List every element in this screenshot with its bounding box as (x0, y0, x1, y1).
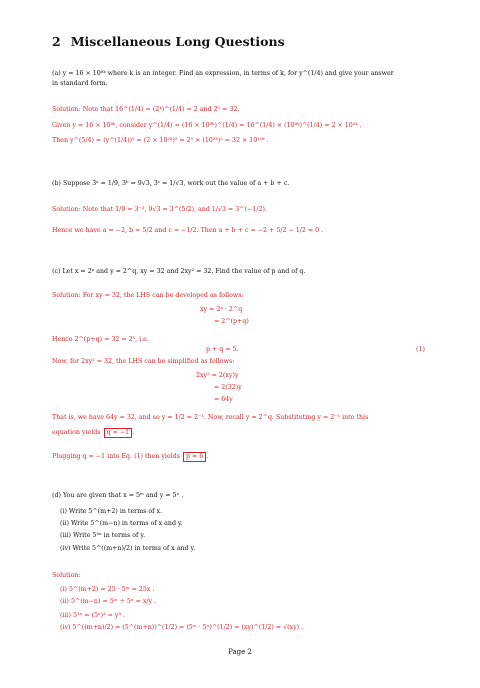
solution-c-eq3: p + q = 5. (206, 346, 239, 353)
solution-c-line6 (52, 452, 208, 462)
solution-c-eq4: 2xy² = 2(xy)y (196, 372, 239, 379)
solution-c-line1: Solution: For xy = 32, the LHS can be developed as follows: (52, 292, 244, 299)
solution-d-ii: (ii) 5^(m−n) = 5ᵐ ÷ 5ⁿ = x/y . (60, 598, 157, 605)
solution-c-line5-end: . (132, 429, 135, 436)
solution-c-line2: Hence 2^(p+q) = 32 = 2⁵, i.e. (52, 336, 149, 343)
solution-c-line6-end: . (206, 453, 209, 460)
question-a-line2: in standard form. (52, 80, 108, 87)
equation-number: (1) (416, 346, 425, 353)
solution-a-line1: Solution: Note that 16^(1/4) = (2⁴)^(1/4) = 2 and 2⁵ = 32. (52, 106, 240, 113)
solution-a-line2: Given y = 16 × 10⁸ᵏ, consider y^(1/4) = (16 × 10⁸ᵏ)^(1/4) = 16^(1/4) × (10⁸ᵏ)^(1/4) = 2 × 10²ᵏ . (52, 122, 362, 129)
answer-q-box: q = −1 (104, 428, 133, 438)
answer-p-box: p = 6 (183, 452, 206, 462)
solution-a-line3: Then y^(5/4) = (y^(1/4))⁵ = (2 × 10²ᵏ)⁵ = 2⁵ × (10²ᵏ)⁵ = 32 × 10¹⁰ᵏ . (52, 137, 269, 144)
solution-c-eq6: = 64y (214, 396, 233, 403)
question-c-line1: (c) Let x = 2ᵖ and y = 2^q, xy = 32 and 2xy² = 32. Find the value of p and of q. (52, 268, 306, 275)
section-heading (52, 34, 285, 49)
solution-c-line5-text: equation yields (52, 429, 101, 436)
solution-d-iii: (iii) 5³ⁿ = (5ⁿ)³ = y³ . (60, 612, 126, 619)
question-d-i: (i) Write 5^(m+2) in terms of x. (60, 508, 163, 515)
solution-c-line3: Now, for 2xy² = 32, the LHS can be simplified as follows: (52, 358, 235, 365)
solution-c-line6-text: Plugging q = −1 into Eq. (1) then yields (52, 453, 180, 460)
solution-d-heading: Solution: (52, 572, 81, 579)
question-b-line1: (b) Suppose 3ᵃ = 1/9, 3ᵇ = 9√3, 3ᶜ = 1/√3, work out the value of a + b + c. (52, 180, 290, 187)
section-title: Miscellaneous Long Questions (70, 34, 285, 49)
solution-c-eq5: = 2(32)y (214, 384, 242, 391)
section-number: 2 (52, 34, 61, 49)
solution-c-eq2: = 2^(p+q) (214, 318, 249, 325)
question-d-iii: (iii) Write 5³ⁿ in terms of y. (60, 532, 146, 539)
question-d-line1: (d) You are given that x = 5ᵐ and y = 5ⁿ . (52, 492, 184, 499)
question-d-ii: (ii) Write 5^(m−n) in terms of x and y. (60, 520, 183, 527)
solution-c-eq1: xy = 2ᵖ · 2^q (200, 306, 243, 313)
page-number: Page 2 (228, 648, 252, 656)
question-d-iv: (iv) Write 5^((m+n)/2) in terms of x and y. (60, 545, 196, 552)
question-a-line1: (a) y = 16 × 10⁸ᵏ where k is an integer. Find an expression, in terms of k, for y^(1/4) and give your answer (52, 70, 394, 77)
solution-b-line2: Hence we have a = −2, b = 5/2 and c = −1/2. Then a + b + c = −2 + 5/2 − 1/2 = 0 . (52, 227, 324, 234)
solution-d-iv: (iv) 5^((m+n)/2) = (5^(m+n))^(1/2) = (5ᵐ · 5ⁿ)^(1/2) = (xy)^(1/2) = √(xy) . (60, 624, 304, 631)
solution-c-line4: That is, we have 64y = 32, and so y = 1/2 = 2⁻¹. Now, recall y = 2^q. Substituting y = 2⁻¹ into this (52, 414, 369, 421)
solution-c-line5 (52, 428, 134, 438)
solution-b-line1: Solution: Note that 1/9 = 3⁻², 9√3 = 3^(5/2), and 1/√3 = 3^(−1/2). (52, 206, 267, 213)
solution-d-i: (i) 5^(m+2) = 25 · 5ᵐ = 25x . (60, 586, 155, 593)
